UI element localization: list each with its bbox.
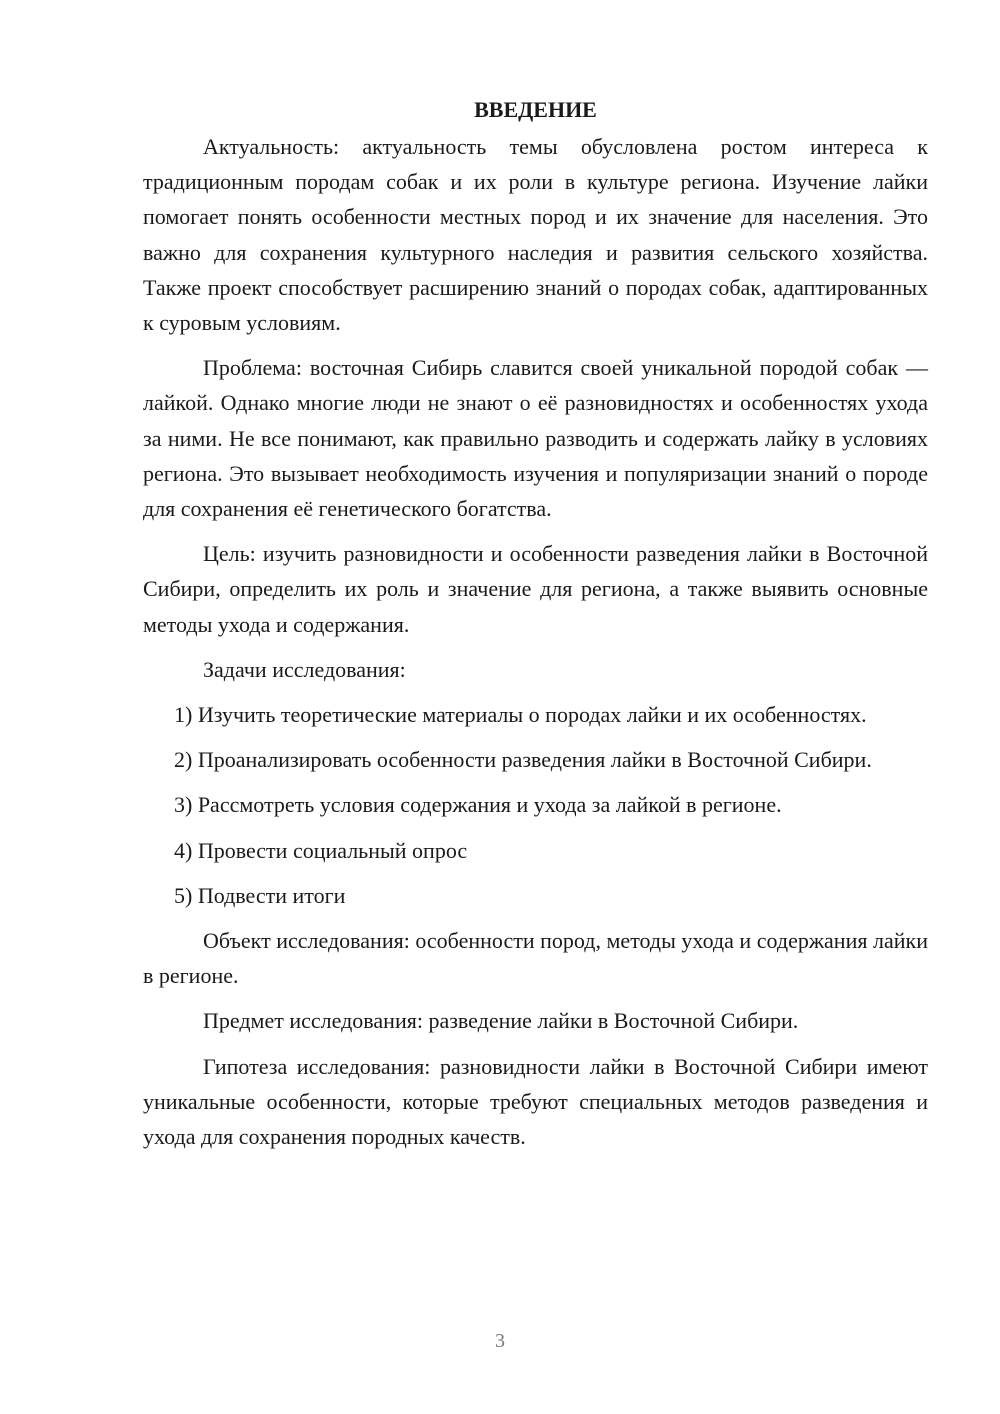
tasks-heading: Задачи исследования: [203, 656, 406, 682]
object-paragraph: Объект исследования: особенности пород, методы ухода и содержания лайки в регионе. [143, 928, 928, 989]
page-number: 3 [495, 1330, 505, 1352]
relevance-paragraph: Актуальность: актуальность темы обусловлена ростом интереса к традиционным породам собак и их роли в культуре региона. Изучение лайки помогает понять особенности местных пород и их значение для населения. Это важно для сохранения культурного наследия и развития сельского хозяйства. Также проект способствует расширению знаний о породах собак, адаптированных к суровым условиям. [143, 134, 928, 336]
section-title: ВВЕДЕНИЕ [474, 97, 597, 122]
problem-paragraph: Проблема: восточная Сибирь славится своей уникальной породой собак — лайкой. Однако многие люди не знают о её разновидностях и особенностях ухода за ними. Не все понимают, как правильно разводить и содержать лайку в условиях региона. Это вызывает необходимость изучения и популяризации знаний о породе для сохранения её генетического богатства. [143, 355, 928, 522]
hypothesis-paragraph: Гипотеза исследования: разновидности лайки в Восточной Сибири имеют уникальные особенности, которые требуют специальных методов разведения и ухода для сохранения породных качеств. [143, 1053, 928, 1150]
task-item-3: 3) Рассмотреть условия содержания и ухода за лайкой в регионе. [174, 792, 782, 818]
task-item-1: 1) Изучить теоретические материалы о породах лайки и их особенностях. [174, 702, 867, 728]
task-item-5: 5) Подвести итоги [174, 882, 346, 908]
page-content [143, 92, 928, 1164]
subject-paragraph: Предмет исследования: разведение лайки в Восточной Сибири. [203, 1008, 799, 1034]
task-item-2: 2) Проанализировать особенности разведения лайки в Восточной Сибири. [174, 747, 872, 773]
task-item-4: 4) Провести социальный опрос [174, 837, 468, 863]
goal-paragraph: Цель: изучить разновидности и особенности разведения лайки в Восточной Сибири, определить их роль и значение для региона, а также выявить основные методы ухода и содержания. [143, 541, 928, 637]
